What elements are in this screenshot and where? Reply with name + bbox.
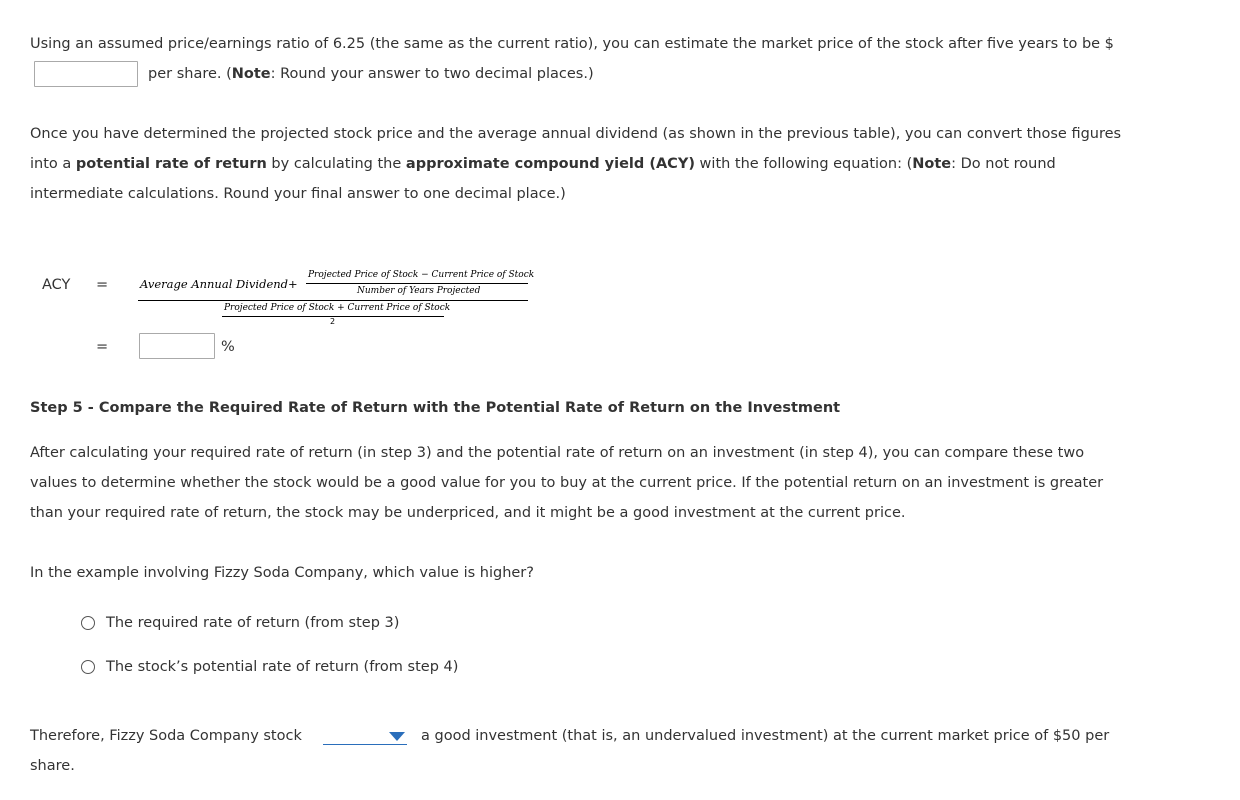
acy-term: approximate compound yield (ACY) — [405, 156, 695, 172]
step5-heading: Step 5 - Compare the Required Rate of Return with the Potential Rate of Return on the Investment — [30, 400, 841, 416]
acy-intro-line3: intermediate calculations. Round your final answer to one decimal place.) — [30, 186, 566, 202]
equals-sign: = — [96, 277, 109, 293]
step5-text-line2: values to determine whether the stock would be a good value for you to buy at the current price. If the potential return on an investment is greater — [30, 475, 1104, 491]
answer-equals-sign: = — [96, 339, 109, 355]
conclusion-dropdown[interactable] — [323, 725, 407, 745]
inner-fraction-numerator: Projected Price of Stock − Current Price of Stock — [308, 270, 535, 280]
acy-intro-line2: into a potential rate of return by calculating the approximate compound yield (ACY) with the following equation: (Note: Do not round — [30, 156, 1056, 172]
outer-denominator-expression: Projected Price of Stock + Current Price of Stock — [224, 303, 451, 313]
percent-unit: % — [221, 339, 235, 355]
radio-option-required-rate[interactable] — [80, 613, 440, 635]
conclusion-text-after: a good investment (that is, an undervalued investment) at the current market price of $50 per — [421, 728, 1110, 744]
outer-fraction-bar — [138, 300, 528, 301]
projected-price-input[interactable] — [34, 61, 138, 87]
acy-label: ACY — [42, 277, 71, 293]
radio-button[interactable] — [81, 616, 95, 630]
acy-answer-input[interactable] — [139, 333, 215, 359]
step5-text-line1: After calculating your required rate of return (in step 3) and the potential rate of return on an investment (in step 4), you can compare these two — [30, 445, 1085, 461]
question-text: In the example involving Fizzy Soda Company, which value is higher? — [30, 565, 534, 581]
step5-text-line3: than your required rate of return, the stock may be underpriced, and it might be a good investment at the current price. — [30, 505, 906, 521]
conclusion-text-line2: share. — [30, 758, 75, 774]
radio-option-potential-rate[interactable] — [80, 657, 500, 679]
inner-fraction-denominator: Number of Years Projected — [357, 286, 481, 296]
pe-estimate-text-line1: Using an assumed price/earnings ratio of 6.25 (the same as the current ratio), you can estimate the market price of the stock after five years to be $ — [30, 36, 1114, 52]
radio-option-label: The required rate of return (from step 3) — [106, 615, 400, 631]
conclusion-text-before: Therefore, Fizzy Soda Company stock — [30, 728, 302, 744]
radio-button[interactable] — [81, 660, 95, 674]
note-label: Note — [912, 156, 952, 172]
potential-rate-term: potential rate of return — [75, 156, 267, 172]
radio-option-label: The stock’s potential rate of return (from step 4) — [106, 659, 459, 675]
pe-estimate-text-line2: per share. (Note: Round your answer to two decimal places.) — [148, 66, 594, 82]
avg-annual-dividend-term: Average Annual Dividend+ — [140, 277, 298, 291]
acy-intro-line1: Once you have determined the projected stock price and the average annual dividend (as shown in the previous table), you can convert those figures — [30, 126, 1122, 142]
inner-fraction-bar — [306, 283, 528, 284]
outer-denominator-divisor: 2 — [330, 317, 336, 326]
chevron-down-icon[interactable] — [389, 732, 405, 741]
note-label: Note — [231, 66, 271, 82]
